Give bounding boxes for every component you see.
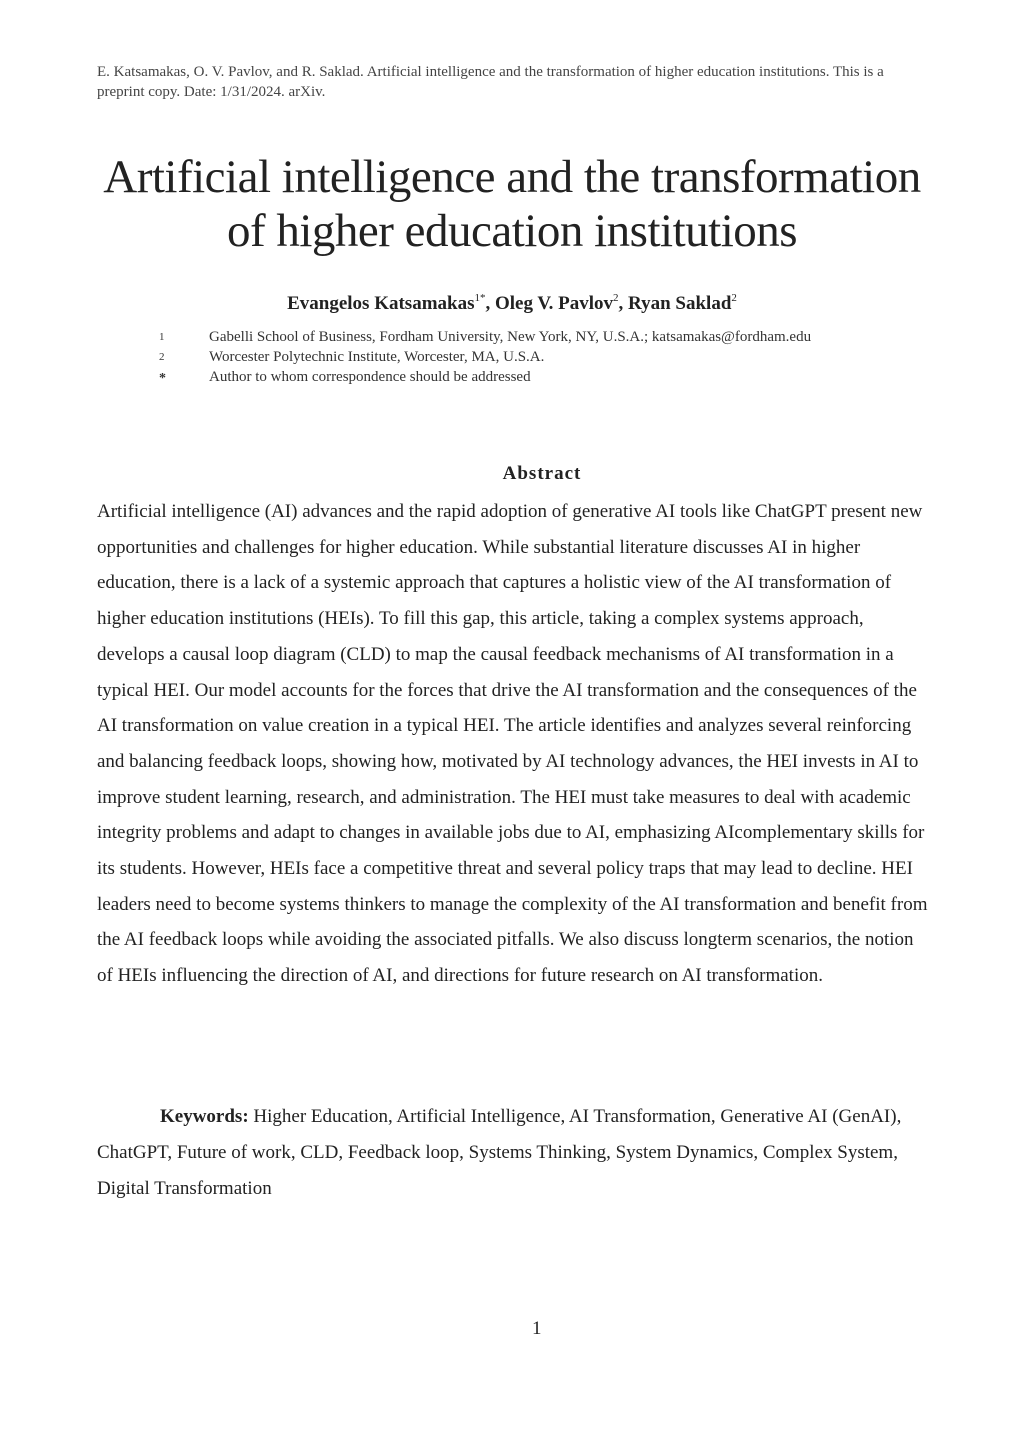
abstract-heading: Abstract — [502, 463, 582, 484]
author-name: Oleg V. Pavlov — [494, 293, 614, 314]
author-affiliation-mark: 1* — [474, 292, 486, 304]
affiliation-item — [150, 367, 930, 389]
affiliation-text: Worcester Polytechnic Institute, Worcester, MA, U.S.A. — [209, 349, 545, 365]
author-name: Evangelos Katsamakas — [287, 293, 475, 314]
affiliation-item — [150, 327, 930, 347]
author-separator: , — [485, 293, 495, 314]
affiliation-list — [150, 327, 930, 389]
author-list — [40, 292, 984, 315]
affiliation-mark: * — [159, 371, 166, 386]
title-line-1: Artificial intelligence and the transformation — [103, 151, 921, 203]
title-line-2: of higher education institutions — [226, 205, 798, 257]
author-affiliation-mark: 2 — [731, 292, 737, 304]
preprint-header-note: E. Katsamakas, O. V. Pavlov, and R. Saklad. Artificial intelligence and the transformation of higher education institutions. This is a preprint copy. Date: 1/31/2024. arXiv. — [97, 64, 884, 100]
keywords-list: Higher Education, Artificial Intelligence, AI Transformation, Generative AI (GenAI), ChatGPT, Future of work, CLD, Feedback loop, Systems Thinking, System Dynamics, Complex System, Digital Transformation — [97, 1106, 902, 1199]
paper-title — [40, 150, 984, 258]
affiliation-mark: 2 — [159, 351, 165, 363]
page-number: 1 — [532, 1318, 542, 1339]
author-name: Ryan Saklad — [628, 293, 732, 314]
author-affiliation-mark: 2 — [613, 292, 619, 304]
affiliation-text: Gabelli School of Business, Fordham University, New York, NY, U.S.A.; katsamakas@fordham.edu — [209, 329, 812, 345]
affiliation-mark: 1 — [159, 331, 165, 343]
affiliation-item — [150, 347, 930, 367]
keywords-label: Keywords: — [160, 1106, 249, 1127]
keywords-paragraph — [97, 1099, 929, 1207]
affiliation-text: Author to whom correspondence should be addressed — [209, 369, 531, 385]
abstract-body: Artificial intelligence (AI) advances and the rapid adoption of generative AI tools like ChatGPT present new opportunities and challenges for higher education. While substantial literature discusses AI in higher education, there is a lack of a systemic approach that captures a holistic view of the AI transformation of higher education institutions (HEIs). To fill this gap, this article, taking a complex systems approach, develops a causal loop diagram (CLD) to map the causal feedback mechanisms of AI transformation in a typical HEI. Our model accounts for the forces that drive the AI transformation and the consequences of the AI transformation on value creation in a typical HEI. The article identifies and analyzes several reinforcing and balancing feedback loops, showing how, motivated by AI technology advances, the HEI invests in AI to improve student learning, research, and administration. The HEI must take measures to deal with academic integrity problems and adapt to changes in available jobs due to AI, emphasizing AIcomplementary skills for its students. However, HEIs face a competitive threat and several policy traps that may lead to decline. HEI leaders need to become systems thinkers to manage the complexity of the AI transformation and benefit from the AI feedback loops while avoiding the associated pitfalls. We also discuss longterm scenarios, the notion of HEIs influencing the direction of AI, and directions for future research on AI transformation. — [97, 501, 928, 987]
author-separator: , — [618, 293, 629, 314]
